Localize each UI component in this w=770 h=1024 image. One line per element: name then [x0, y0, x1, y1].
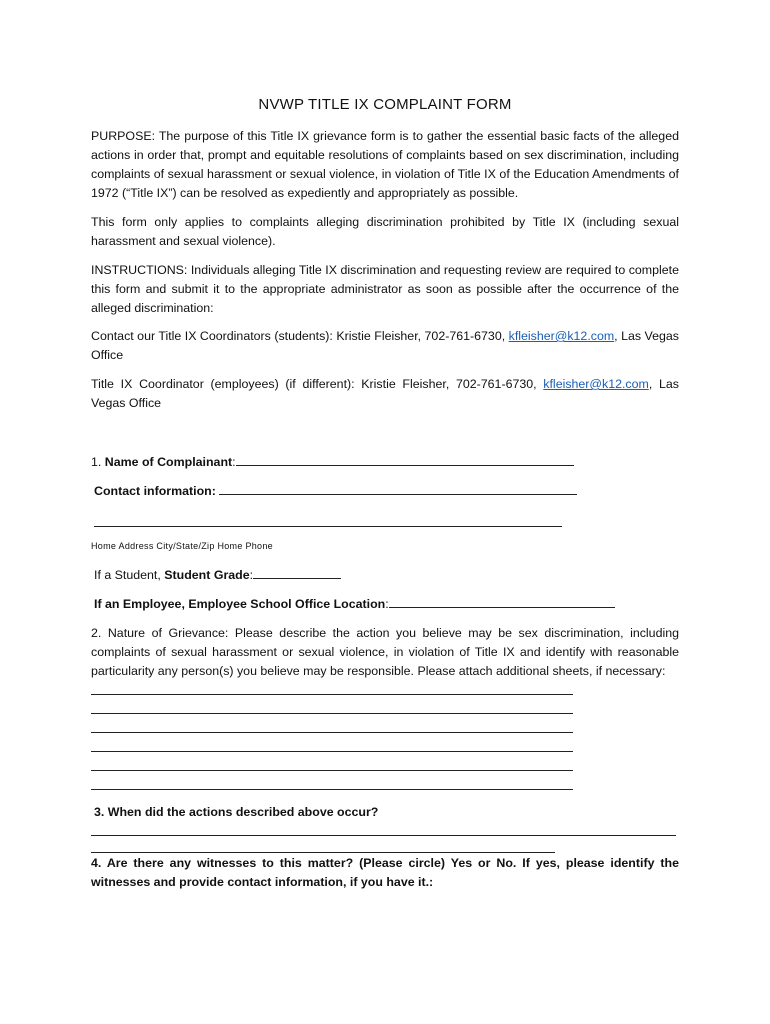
q3-answer-line-1[interactable]: [91, 835, 676, 836]
q1-number: 1.: [91, 455, 105, 469]
grievance-line-5[interactable]: [91, 770, 573, 771]
grievance-line-4[interactable]: [91, 751, 573, 752]
contact-info-label: Contact information:: [94, 484, 220, 498]
employee-location-label: If an Employee, Employee School Office Location: [94, 597, 386, 611]
grievance-line-1[interactable]: [91, 694, 573, 695]
contact-students-text: Contact our Title IX Coordinators (students): Kristie Fleisher, 702-761-6730,: [91, 329, 509, 343]
address-caption: Home Address City/State/Zip Home Phone: [91, 541, 273, 551]
employees-email-link[interactable]: kfleisher@k12.com: [543, 377, 649, 391]
employee-location-field[interactable]: [389, 595, 615, 608]
contact-employees-text: Title IX Coordinator (employees) (if different): Kristie Fleisher, 702-761-6730,: [91, 377, 544, 391]
q3-row: [94, 803, 378, 822]
student-grade-field[interactable]: [253, 566, 341, 579]
employee-location-row: [94, 595, 615, 614]
student-grade-row: [94, 566, 341, 585]
instructions-paragraph: INSTRUCTIONS: Individuals alleging Title IX discrimination and requesting review are required to complete this form and submit it to the appropriate administrator as soon as possible after the occurrence of the alleged discrimination:: [91, 263, 679, 315]
grievance-line-6[interactable]: [91, 789, 573, 790]
student-grade-label: Student Grade: [164, 568, 250, 582]
complainant-name-field[interactable]: [236, 453, 574, 466]
contact-employees-paragraph: [91, 375, 679, 413]
students-email-link[interactable]: kfleisher@k12.com: [508, 329, 615, 343]
complainant-name-row: [91, 453, 574, 472]
applies-paragraph: This form only applies to complaints alleging discrimination prohibited by Title IX (including sexual harassment and sexual violence).: [91, 215, 679, 248]
contact-students-paragraph: [91, 327, 679, 365]
q3-label: 3. When did the actions described above occur?: [94, 805, 379, 819]
student-prefix: If a Student,: [94, 568, 165, 582]
employee-colon: :: [385, 597, 389, 611]
q1-label: Name of Complainant: [104, 455, 233, 469]
form-title: NVWP TITLE IX COMPLAINT FORM: [258, 96, 512, 113]
q1-colon: :: [232, 455, 236, 469]
contact-info-row: [94, 482, 577, 501]
q3-answer-line-2[interactable]: [91, 852, 555, 853]
grievance-line-3[interactable]: [91, 732, 573, 733]
grievance-line-2[interactable]: [91, 713, 573, 714]
contact-students-suffix: , Las Vegas Office: [91, 329, 679, 362]
q4-paragraph: 4. Are there any witnesses to this matter? (Please circle) Yes or No. If yes, please identify the witnesses and provide contact information, if you have it.:: [91, 856, 679, 889]
contact-info-field[interactable]: [219, 482, 577, 495]
purpose-paragraph: PURPOSE: The purpose of this Title IX grievance form is to gather the essential basic facts of the alleged actions in order that, prompt and equitable resolutions of complaints based on sex discrimination, including complaints of sexual harassment or sexual violence, in violation of Title IX of the Education Amendments of 1972 (“Title IX”) can be resolved as expediently and appropriately as possible.: [91, 129, 679, 200]
student-colon: :: [249, 568, 254, 582]
contact-employees-suffix: , Las Vegas Office: [91, 377, 679, 410]
home-address-field[interactable]: [94, 526, 562, 527]
q2-paragraph: 2. Nature of Grievance: Please describe the action you believe may be sex discrimination, including complaints of sexual harassment or sexual violence, in violation of Title IX and identify with reasonable particularity any person(s) you believe may be responsible. Please attach additional sheets, if necessary:: [91, 626, 679, 678]
